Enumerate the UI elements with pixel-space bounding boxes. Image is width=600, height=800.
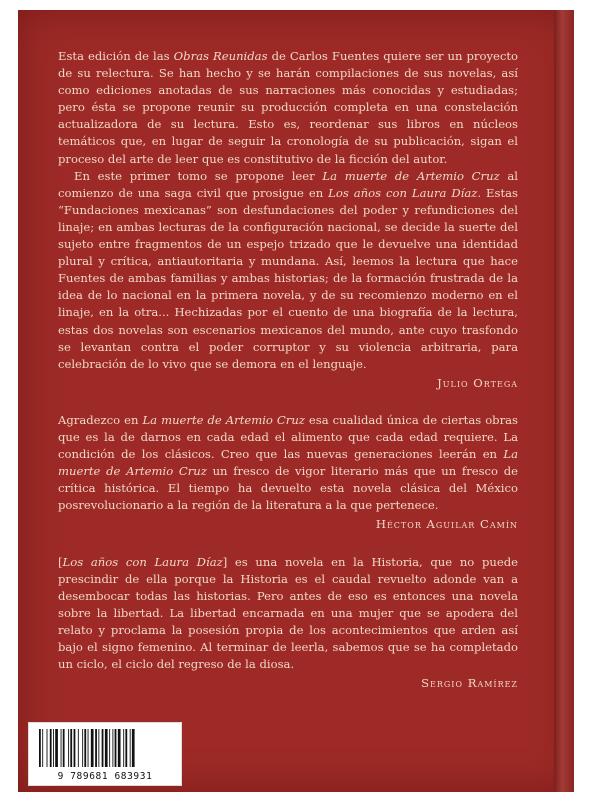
barcode-bars <box>39 729 169 767</box>
blurb-ortega-paragraph-2: En este primer tomo se propone leer La muerte de Artemio Cruz al comienzo de una saga civil que prosigue en Los años con Laura Díaz. Estas “Fundaciones mexicanas” son desfundaciones del poder y refundiciones del linaje; en ambas lecturas de la configuración nacional, se decide la suerte del sujeto entre fragmentos de un espejo trizado que le devuelve una identidad plural y crítica, antiautoritaria y mundana. Así, leemos la lectura que hace Fuentes de ambas familias y ambas historias; de la formación frustrada de la idea de lo nacional en la primera novela, y de su recomienzo moderno en el linaje, en la otra... Hechizadas por el cuento de una biografía de la lectura, estas dos novelas son escenarios mexicanos del mundo, ante cuyo trasfondo se levantan contra el poder corruptor y su violencia arbitraria, para celebración de lo vivo que se demora en el lenguaje. <box>58 168 518 371</box>
blurb-sergio-ramirez: [Los años con Laura Díaz] es una novela en la Historia, que no puede prescindir de ella porque la Historia es el caudal revuelto adonde van a desembocar todas las historias. Pero antes de eso es entonces una novela sobre la libertad. La libertad encarnada en una mujer que se apodera del relato y proclama la posesión propia de los acontecimientos que arden así bajo el signo femenino. Al terminar de leerla, sabemos que se ha completado un ciclo, el ciclo del regreso de la diosa. <box>58 554 518 672</box>
blurb-aguilar-camin: Agradezco en La muerte de Artemio Cruz esa cualidad única de ciertas obras que es la de darnos en cada edad el alimento que cada edad requiere. La condición de los clásicos. Creo que las nuevas generaciones leerán en La muerte de Artemio Cruz un fresco de vigor literario más que un fresco de crítica histórica. El tiempo ha devuelto esta novela clásica del México posrevolucionario a la región de la literatura a la que pertenece. <box>58 412 519 513</box>
blurb-text-area <box>58 48 518 692</box>
blurb-ortega-paragraph-1: Esta edición de las Obras Reunidas de Carlos Fuentes quiere ser un proyecto de su relectura. Se han hecho y se harán compilaciones de sus novelas, así como ediciones anotadas de sus narraciones más conocidas y estudiadas; pero ésta se propone reunir su producción completa en una constelación actualizadora de su lectura. Esto es, reordenar sus libros en núcleos temáticos que, en lugar de seguir la cronología de su publicación, sigan el proceso del arte de leer que es constitutivo de la ficción del autor. <box>58 49 518 166</box>
author-julio-ortega: Julio Ortega <box>437 375 518 390</box>
isbn-barcode <box>28 722 182 786</box>
back-cover <box>18 10 574 792</box>
spine-edge <box>554 10 574 792</box>
author-sergio-ramirez: Sergio Ramírez <box>421 676 518 691</box>
barcode-number: 9 789681 683931 <box>57 771 153 782</box>
author-hector-aguilar-camin: Héctor Aguilar Camín <box>375 517 518 532</box>
